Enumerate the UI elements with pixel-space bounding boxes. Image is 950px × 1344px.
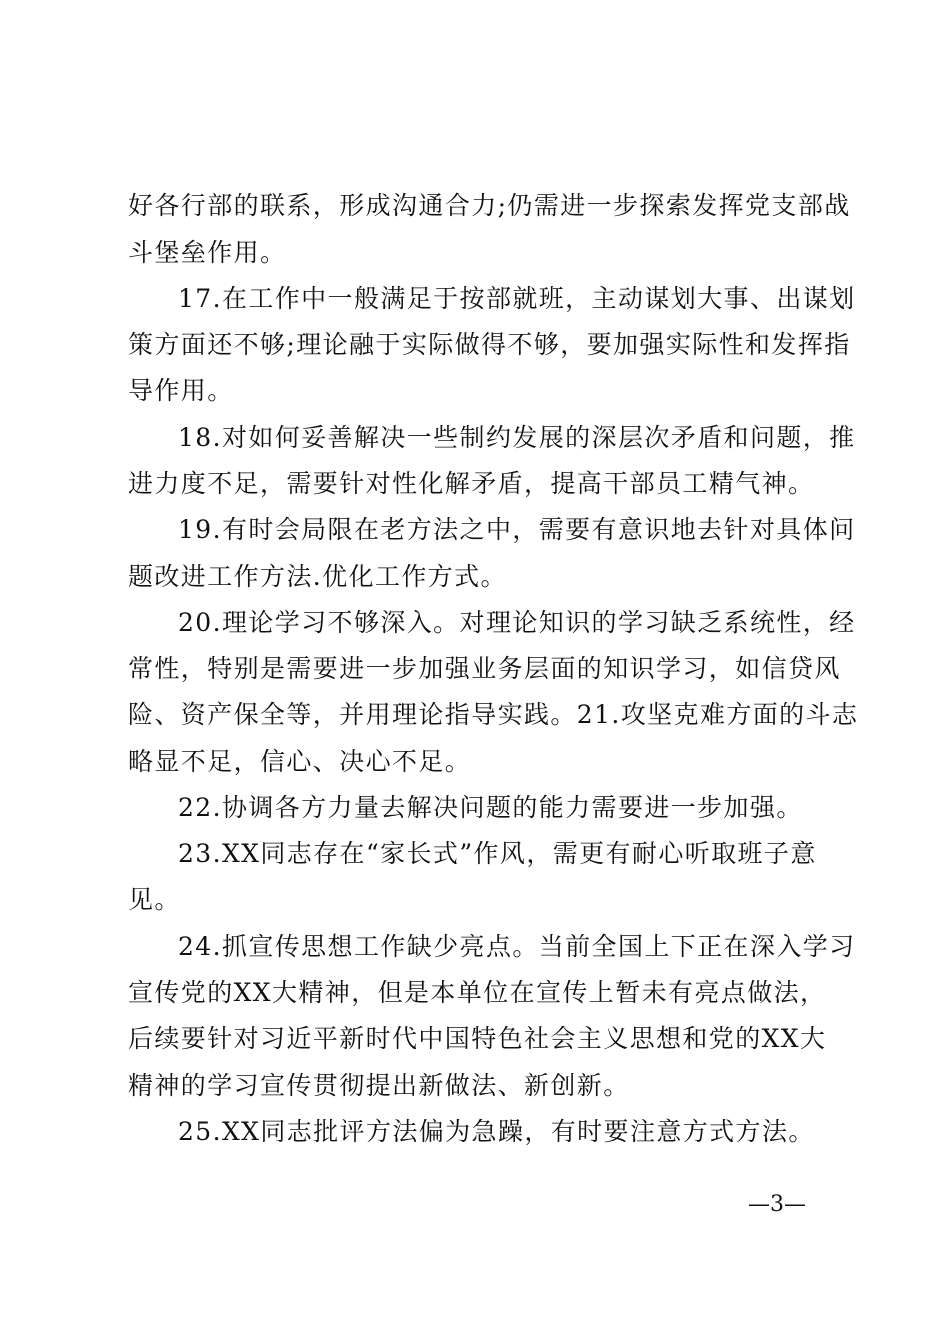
paragraph-line: 宣传党的XX大精神，但是本单位在宣传上暂未有亮点做法， [128, 978, 827, 1007]
paragraph-line: 25.XX同志批评方法偏为急躁，有时要注意方式方法。 [178, 1117, 815, 1146]
paragraph-line: 常性，特别是需要进一步加强业务层面的知识学习，如信贷风 [128, 654, 841, 683]
paragraph-line: 24.抓宣传思想工作缺少亮点。当前全国上下正在深入学习 [178, 932, 856, 961]
paragraph-line: 22.协调各方力量去解决问题的能力需要进一步加强。 [178, 793, 803, 822]
paragraph-line: 见。 [128, 885, 181, 914]
paragraph-line: 20.理论学习不够深入。对理论知识的学习缺乏系统性，经 [178, 608, 856, 637]
paragraph-line: 19.有时会局限在老方法之中，需要有意识地去针对具体问 [178, 515, 856, 544]
paragraph-line: 23.XX同志存在“家长式”作风，需更有耐心听取班子意 [178, 839, 817, 868]
paragraph-line: 策方面还不够;理论融于实际做得不够，要加强实际性和发挥指 [128, 330, 851, 359]
paragraph-line: 险、资产保全等，并用理论指导实践。21.攻坚克难方面的斗志 [128, 700, 859, 729]
paragraph-line: 18.对如何妥善解决一些制约发展的深层次矛盾和问题，推 [178, 423, 856, 452]
paragraph-line: 好各行部的联系，形成沟通合力;仍需进一步探索发挥党支部战 [128, 191, 851, 220]
paragraph-line: 进力度不足，需要针对性化解矛盾，提高干部员工精气神。 [128, 469, 815, 498]
paragraph-line: 精神的学习宣传贯彻提出新做法、新创新。 [128, 1071, 630, 1100]
paragraph-line: 题改进工作方法.优化工作方式。 [128, 562, 507, 591]
paragraph-line: 后续要针对习近平新时代中国特色社会主义思想和党的XX大 [128, 1024, 827, 1053]
page-number: —3— [748, 1192, 806, 1217]
paragraph-line: 略显不足，信心、决心不足。 [128, 747, 472, 776]
paragraph-line: 导作用。 [128, 376, 234, 405]
paragraph-line: 17.在工作中一般满足于按部就班，主动谋划大事、出谋划 [178, 284, 856, 313]
paragraph-line: 斗堡垒作用。 [128, 238, 287, 267]
